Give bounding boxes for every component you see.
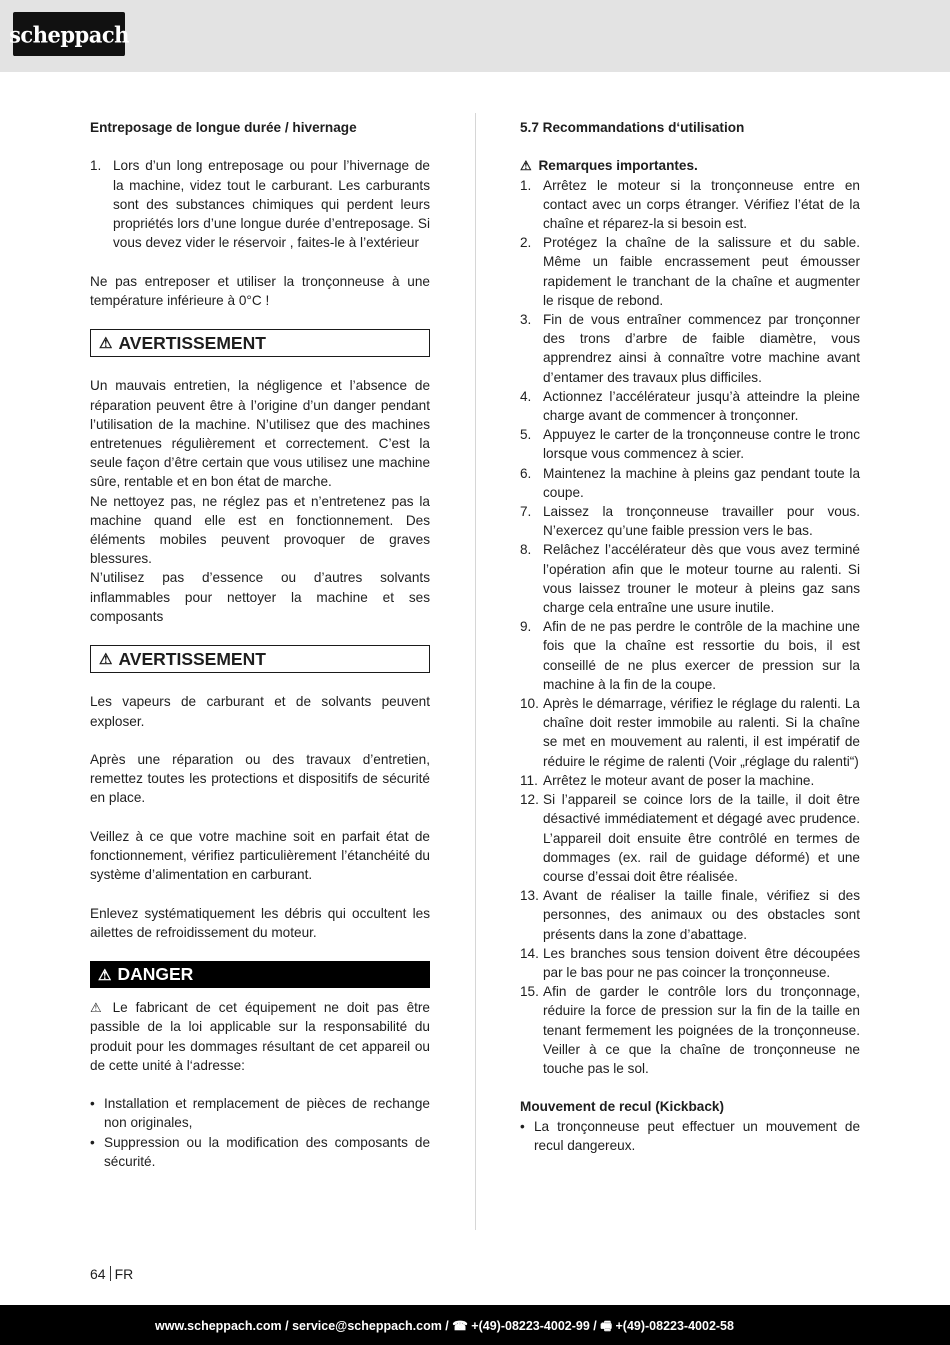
warning-triangle-icon: ⚠ xyxy=(99,651,113,669)
liability-bullets xyxy=(90,1094,430,1171)
bullet: • xyxy=(90,1096,95,1112)
language-code: FR xyxy=(114,1266,134,1282)
list-text: Laissez la tronçonneuse travailler pour vous. N’exercez qu’une faible pression vers le bas. xyxy=(543,504,860,539)
list-number: 14. xyxy=(520,945,539,961)
list-text: Avant de réaliser la taille finale, vérifiez si des personnes, des animaux ou des obstacles sont présents dans la zone d’abattage. xyxy=(543,888,860,942)
list-item xyxy=(520,886,860,944)
paragraph-vapors: Les vapeurs de carburant et de solvants peuvent exploser. xyxy=(90,694,430,729)
list-text: Fin de vous entraîner commencez par tronçonner des trons d’arbre de faible diamètre, vous apprendrez ainsi à connaître votre machine avant d’entamer des travaux plus difficiles. xyxy=(543,312,860,385)
warning-box xyxy=(90,645,430,673)
paragraph-cooling-fins: Enlevez systématiquement les débris qui occultent les ailettes de refroidissement du moteur. xyxy=(90,905,430,940)
paragraph-solvents: N’utilisez pas d’essence ou d’autres solvants inflammables pour nettoyer la machine et ses composants xyxy=(90,570,430,624)
list-number: 9. xyxy=(520,619,532,635)
danger-label: DANGER xyxy=(117,964,194,985)
list-item xyxy=(520,790,860,886)
section-heading-kickback: Mouvement de recul (Kickback) xyxy=(520,1099,724,1115)
list-item xyxy=(520,771,860,790)
column-divider xyxy=(475,113,476,1230)
brand-logo: scheppach xyxy=(13,12,125,56)
list-item xyxy=(520,310,860,387)
warning-box xyxy=(90,329,430,357)
warning-triangle-icon: ⚠ xyxy=(90,1000,102,1016)
list-number: 2. xyxy=(520,235,532,251)
paragraph-temperature: Ne pas entreposer et utiliser la tronçonneuse à une température inférieure à 0°C ! xyxy=(90,273,430,308)
subheading-text: Remarques importantes. xyxy=(538,158,698,174)
list-number: 5. xyxy=(520,427,532,443)
list-text: Si l’appareil se coince lors de la taille, il doit être désactivé immédiatement et dégagé avec prudence. L’appareil doit ensuite être contrôlé en termes de dommages (ex. rail de guidage déformé) et une course d’essai doit être réalisée. xyxy=(543,792,860,884)
footer-bar xyxy=(0,1305,950,1345)
list-item xyxy=(520,502,860,540)
right-column xyxy=(520,118,860,1155)
bullet: • xyxy=(520,1118,525,1134)
list-text: Arrêtez le moteur avant de poser la machine. xyxy=(543,772,815,788)
list-item xyxy=(520,387,860,425)
list-item xyxy=(520,694,860,771)
list-text: Arrêtez le moteur si la tronçonneuse entre en contact avec un corps étranger. Vérifiez l’état de la chaîne et réparez-la si besoin est. xyxy=(543,177,860,231)
page-number xyxy=(90,1265,133,1283)
list-text: Les branches sous tension doivent être découpées par le bas pour ne pas coincer la tronçonneuse. xyxy=(543,945,860,980)
list-text: Suppression ou la modification des composants de sécurité. xyxy=(104,1134,430,1169)
paragraph-liability-text: Le fabricant de cet équipement ne doit pas être passible de la loi applicable sur la responsabilité du produit pour les dommages résultant de cet appareil ou de cette unité à l‘adresse: xyxy=(90,1000,430,1073)
list-number: 12. xyxy=(520,792,539,808)
bullet: • xyxy=(90,1134,95,1150)
list-text: Appuyez le carter de la tronçonneuse contre le tronc lorsque vous commencez à scier. xyxy=(543,427,860,462)
list-item xyxy=(520,617,860,694)
list-number: 11. xyxy=(520,772,538,788)
list-text: Afin de garder le contrôle lors du tronçonnage, réduire la force de pression sur la fin de la taille en tenant fermement les poignées de la tronçonneuse. Veiller à ce que la chaîne de tronçonneuse ne touche pas le sol. xyxy=(543,984,860,1076)
list-number: 1. xyxy=(520,177,532,193)
list-item xyxy=(520,233,860,310)
danger-box xyxy=(90,961,430,988)
list-item xyxy=(90,1133,430,1171)
list-number: 8. xyxy=(520,542,532,558)
paragraph-after-repair: Après une réparation ou des travaux d’entretien, remettez toutes les protections et dispositifs de sécurité en place. xyxy=(90,751,430,806)
section-heading-recommendations: 5.7 Recommandations d‘utilisation xyxy=(520,120,745,135)
list-number: 7. xyxy=(520,504,532,520)
list-item xyxy=(520,982,860,1078)
warning-triangle-icon: ⚠ xyxy=(99,335,113,353)
list-text: Actionnez l’accélérateur jusqu’à atteindre la pleine charge avant de commencer à tronçonner. xyxy=(543,388,860,424)
list-item xyxy=(520,944,860,982)
paragraph-cleaning: Ne nettoyez pas, ne réglez pas et n’entretenez pas la machine quand elle est en fonctionnement. Des éléments mobiles peuvent provoquer de graves blessures. xyxy=(90,493,430,567)
list-text: Après le démarrage, vérifiez le réglage du ralenti. La chaîne doit rester immobile au ralenti. Si la chaîne se met en mouvement au ralenti, il est impératif de réduire le régime de ralenti (Voir „réglage du ralenti“) xyxy=(543,696,860,769)
list-item xyxy=(520,425,860,463)
list-item xyxy=(520,1117,860,1155)
list-text: Installation et remplacement de pièces de rechange non originales, xyxy=(104,1096,430,1131)
list-text: Afin de ne pas perdre le contrôle de la machine une fois que la chaîne est ressortie du bois, il est conseillé de ne plus exercer de pression sur la machine à la fin de la coupe. xyxy=(543,619,860,692)
list-number: 10. xyxy=(520,696,539,712)
list-item xyxy=(520,540,860,617)
list-number: 3. xyxy=(520,312,532,328)
paragraph-liability xyxy=(90,998,430,1075)
warning-triangle-icon: ⚠ xyxy=(520,158,532,174)
list-number: 6. xyxy=(520,465,532,481)
recommendations-list xyxy=(520,176,860,1079)
list-number: 13. xyxy=(520,888,539,904)
paragraph-maintenance: Un mauvais entretien, la négligence et l’absence de réparation peuvent être à l’origine d’un danger pendant l’utilisation de la machine. N’utilisez que des machines entretenues régulièrement et correctement. C’est la seule façon d’être certain que vous utilisez une machine sûre, rentable et en bon état de marche. xyxy=(90,378,430,490)
list-item xyxy=(520,176,860,234)
page-number-value: 64 xyxy=(90,1266,106,1282)
storage-list xyxy=(90,156,430,252)
list-text: Lors d’un long entreposage ou pour l’hivernage de la machine, videz tout le carburant. Les carburants sont des substances chimiques qui perdent leurs propriétés lors d’une longue durée d’entreposage. Si vous devez vider le réservoir , faites-le à l’extérieur xyxy=(113,158,430,251)
footer-contact: www.scheppach.com / service@scheppach.com / ☎ +(49)-08223-4002-99 / 🖷 +(49)-08223-4002-58 xyxy=(155,1319,734,1333)
header-bar xyxy=(0,0,950,72)
paragraph-fuel-system: Veillez à ce que votre machine soit en parfait état de fonctionnement, vérifiez particulièrement l’étanchéité du système d’alimentation en carburant. xyxy=(90,828,430,883)
danger-triangle-icon: ⚠ xyxy=(98,966,112,984)
list-number: 1. xyxy=(90,158,102,174)
list-text: La tronçonneuse peut effectuer un mouvement de recul dangereux. xyxy=(534,1118,860,1153)
section-heading-storage: Entreposage de longue durée / hivernage xyxy=(90,120,357,135)
left-column xyxy=(90,118,430,1171)
list-item xyxy=(90,1094,430,1132)
list-item xyxy=(90,156,430,252)
list-text: Maintenez la machine à pleins gaz pendant toute la coupe. xyxy=(543,465,860,500)
list-text: Relâchez l’accélérateur dès que vous avez terminé l’opération afin que le moteur tourne au ralenti. Si vous laissez trouner le moteur à pleins gaz sans charge cela entraîne une usure inutile. xyxy=(543,542,860,616)
subheading-important xyxy=(520,156,860,175)
warning-label: AVERTISSEMENT xyxy=(118,648,266,669)
list-text: Protégez la chaîne de la salissure et du sable. Même un faible encrassement peut émousser rapidement le tranchant de la chaîne et augmenter le risque de rebond. xyxy=(543,235,860,308)
page-separator xyxy=(110,1266,111,1281)
warning-label: AVERTISSEMENT xyxy=(118,332,266,353)
list-number: 15. xyxy=(520,984,539,1000)
list-item xyxy=(520,464,860,502)
list-number: 4. xyxy=(520,388,532,404)
